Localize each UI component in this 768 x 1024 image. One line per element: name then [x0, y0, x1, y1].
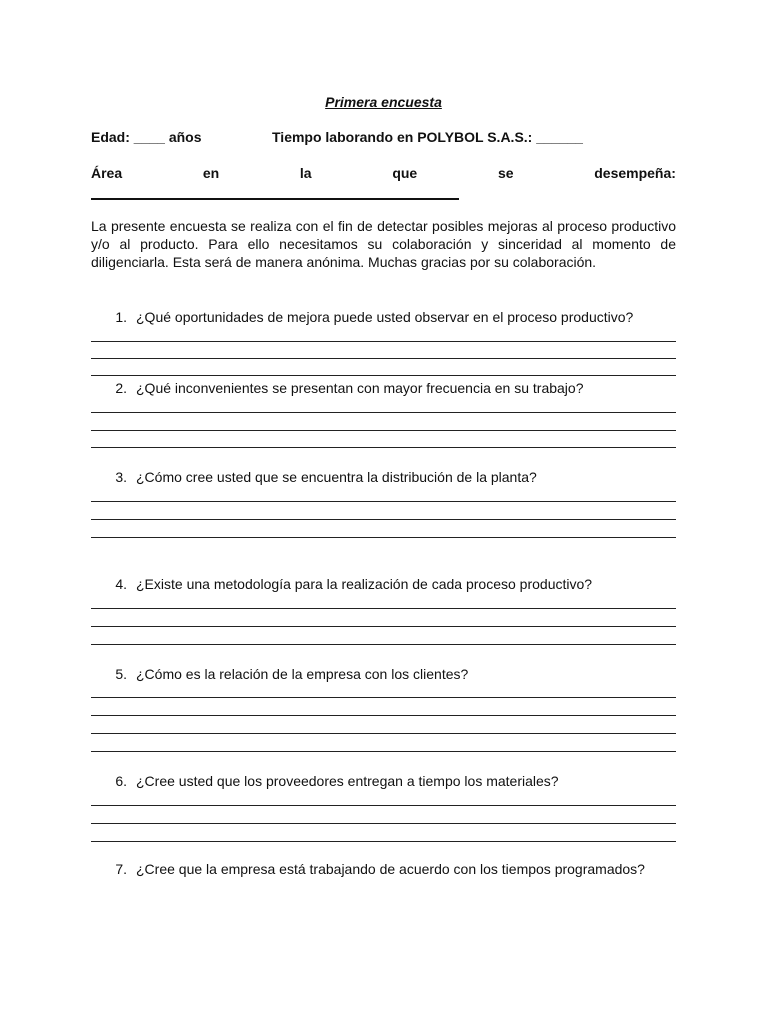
answer-line[interactable] [91, 537, 676, 538]
question-number: 6. [115, 773, 127, 789]
age-field-label: Edad: ____ años [91, 129, 202, 145]
question-number: 5. [115, 666, 127, 682]
area-word: Área [91, 165, 123, 181]
question-number: 2. [115, 380, 127, 396]
answer-line[interactable] [91, 644, 676, 645]
answer-line[interactable] [91, 823, 676, 824]
tenure-field-label: Tiempo laborando en POLYBOL S.A.S.: ______ [272, 129, 583, 145]
question-text: ¿Cree que la empresa está trabajando de acuerdo con los tiempos programados? [136, 861, 645, 877]
question-text: ¿Qué oportunidades de mejora puede usted observar en el proceso productivo? [136, 309, 634, 325]
answer-line[interactable] [91, 375, 676, 376]
answer-line[interactable] [91, 358, 676, 359]
info-row [91, 129, 676, 145]
question-text: ¿Qué inconvenientes se presentan con mayor frecuencia en su trabajo? [136, 380, 584, 396]
area-word: desempeña: [594, 165, 676, 181]
question-number: 7. [115, 861, 127, 877]
question-number: 4. [115, 576, 127, 592]
answer-line[interactable] [91, 841, 676, 842]
answer-line[interactable] [91, 805, 676, 806]
answer-line[interactable] [91, 733, 676, 734]
area-word: la [299, 165, 312, 181]
answer-line[interactable] [91, 412, 676, 413]
question-text: ¿Cómo cree usted que se encuentra la distribución de la planta? [136, 469, 537, 485]
intro-paragraph: La presente encuesta se realiza con el fin de detectar posibles mejoras al proceso productivo y/o al producto. Para ello necesitamos su colaboración y sinceridad al momento de diligenciarla. Esta será de manera anónima. Muchas gracias por su colaboración. [91, 218, 676, 270]
answer-line[interactable] [91, 447, 676, 448]
answer-line[interactable] [91, 715, 676, 716]
question-text: ¿Cómo es la relación de la empresa con los clientes? [136, 666, 469, 682]
area-answer-line[interactable] [91, 198, 459, 200]
question-number: 1. [115, 309, 127, 325]
question-number: 3. [115, 469, 127, 485]
answer-line[interactable] [91, 430, 676, 431]
area-word: se [497, 165, 514, 181]
page-title: Primera encuesta [325, 94, 442, 110]
answer-line[interactable] [91, 519, 676, 520]
answer-line[interactable] [91, 697, 676, 698]
area-word: que [392, 165, 418, 181]
survey-page [91, 0, 676, 1024]
area-field-label [91, 165, 676, 181]
question-text: ¿Existe una metodología para la realización de cada proceso productivo? [136, 576, 593, 592]
answer-line[interactable] [91, 341, 676, 342]
answer-line[interactable] [91, 626, 676, 627]
question-text: ¿Cree usted que los proveedores entregan a tiempo los materiales? [136, 773, 559, 789]
area-word: en [202, 165, 220, 181]
answer-line[interactable] [91, 751, 676, 752]
answer-line[interactable] [91, 608, 676, 609]
answer-line[interactable] [91, 501, 676, 502]
